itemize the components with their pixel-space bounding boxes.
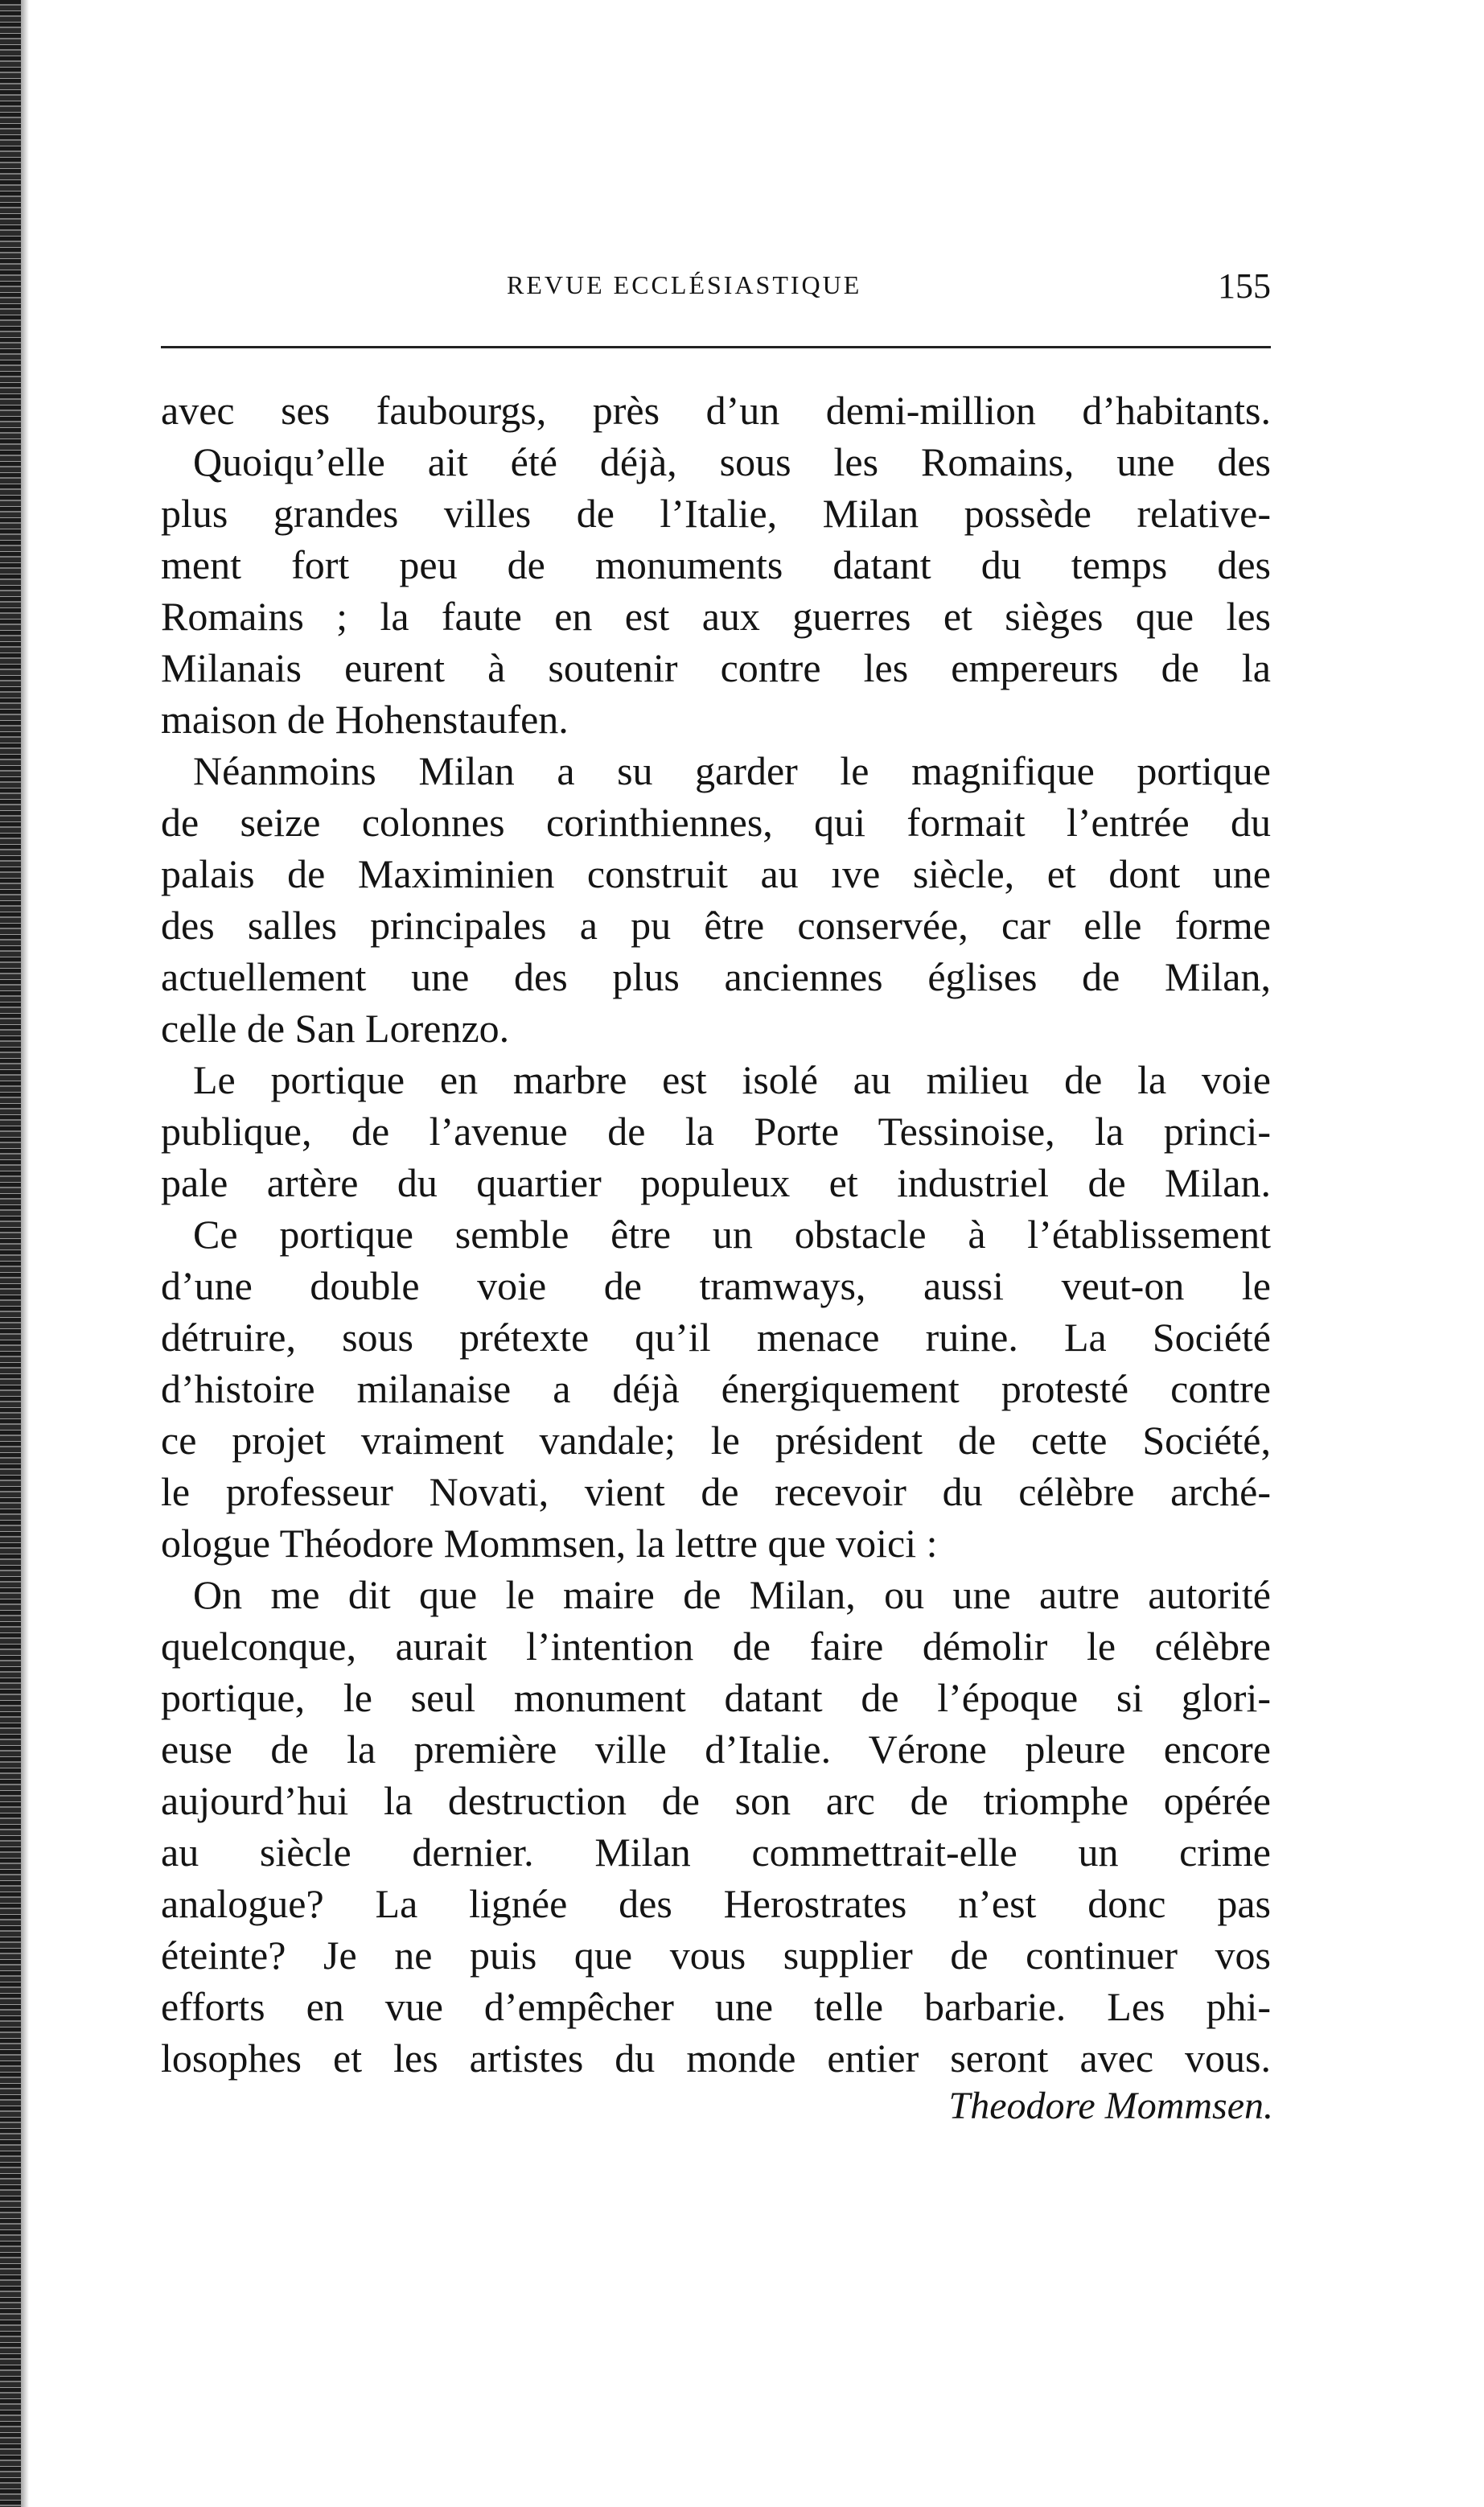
text-line: pale artère du quartier populeux et industriel de Milan. [161,1160,1271,1205]
text-line: celle de San Lorenzo. [161,1006,510,1051]
text-line: détruire, sous prétexte qu’il menace ruine. La Société [161,1315,1271,1360]
text-line: On me dit que le maire de Milan, ou une autre autorité [193,1572,1271,1617]
signature: Theodore Mommsen. [948,2085,1273,2127]
text-line: Ce portique semble être un obstacle à l’établissement [193,1212,1271,1257]
text-line: de seize colonnes corinthiennes, qui formait l’entrée du [161,800,1271,845]
text-line: ment fort peu de monuments datant du temps des [161,542,1271,587]
text-line: quelconque, aurait l’intention de faire démolir le célèbre [161,1624,1271,1669]
text-line: plus grandes villes de l’Italie, Milan possède relative- [161,491,1271,536]
text-line: actuellement une des plus anciennes églises de Milan, [161,954,1271,999]
text-line: au siècle dernier. Milan commettrait-elle un crime [161,1830,1271,1875]
text-line: avec ses faubourgs, près d’un demi-million d’habitants. [161,388,1271,433]
page-number: 155 [1218,266,1271,306]
text-line: Le portique en marbre est isolé au milieu de la voie [193,1057,1271,1102]
text-line: Milanais eurent à soutenir contre les empereurs de la [161,645,1271,690]
running-title: REVUE ECCLÉSIASTIQUE [507,270,862,299]
text-line: euse de la première ville d’Italie. Vérone pleure encore [161,1727,1271,1772]
page-header [161,266,1271,314]
text-line: maison de Hohenstaufen. [161,697,569,742]
text-line: des salles principales a pu être conservée, car elle forme [161,903,1271,948]
text-line: publique, de l’avenue de la Porte Tessinoise, la princi- [161,1109,1271,1154]
header-rule [161,346,1271,348]
text-line: losophes et les artistes du monde entier seront avec vous. [161,2036,1271,2081]
text-line: d’histoire milanaise a déjà énergiquement protesté contre [161,1366,1271,1411]
text-line: le professeur Novati, vient de recevoir du célèbre arché- [161,1469,1271,1514]
text-line: analogue? La lignée des Herostrates n’est donc pas [161,1881,1271,1926]
text-line: portique, le seul monument datant de l’époque si glori- [161,1675,1271,1720]
text-line: ologue Théodore Mommsen, la lettre que voici : [161,1521,938,1566]
text-line: ce projet vraiment vandale; le président de cette Société, [161,1418,1271,1463]
page-binding-edge [0,0,21,2507]
text-line: d’une double voie de tramways, aussi veut-on le [161,1263,1271,1308]
text-line: éteinte? Je ne puis que vous supplier de continuer vos [161,1933,1271,1978]
text-line: palais de Maximinien construit au ıve siècle, et dont une [161,851,1271,896]
text-line: Romains ; la faute en est aux guerres et sièges que les [161,594,1271,639]
text-line: efforts en vue d’empêcher une telle barbarie. Les phi- [161,1984,1271,2029]
text-line: Quoiqu’elle ait été déjà, sous les Romains, une des [193,439,1271,484]
text-line: Néanmoins Milan a su garder le magnifique portique [193,748,1271,793]
text-line: aujourd’hui la destruction de son arc de triomphe opérée [161,1778,1271,1823]
body-text [161,385,1271,2084]
